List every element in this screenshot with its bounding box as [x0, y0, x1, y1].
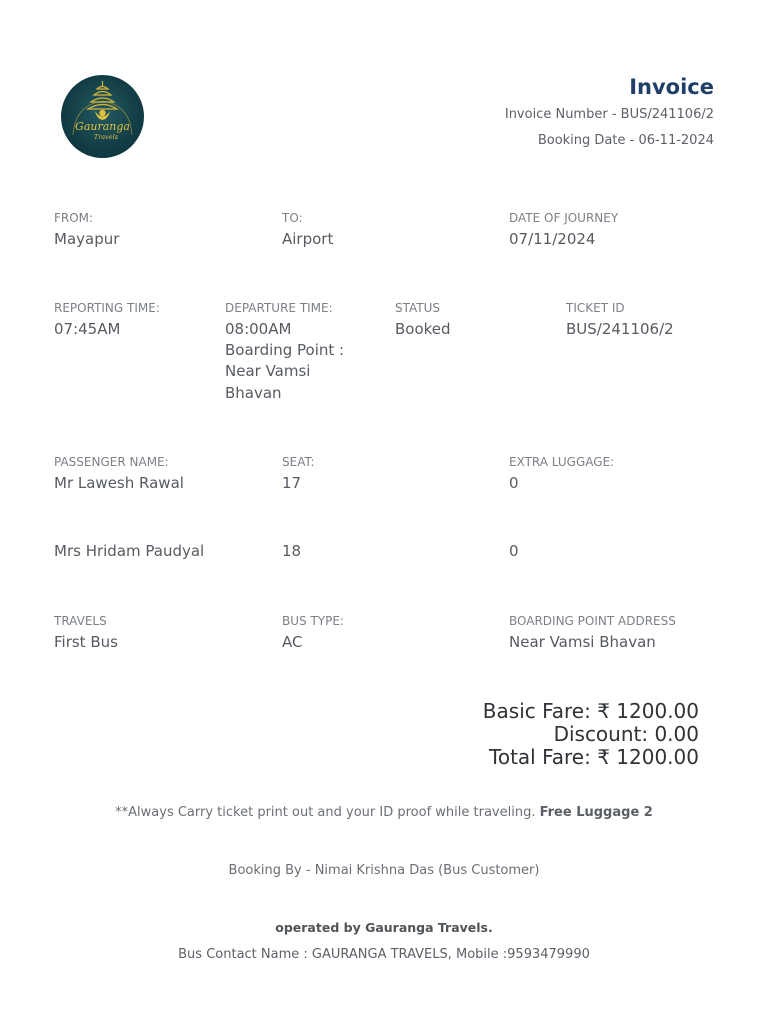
from-value: Mayapur	[54, 230, 120, 248]
bus-contact: Bus Contact Name : GAURANGA TRAVELS, Mobile :9593479990	[178, 947, 590, 962]
date-of-journey-value: 07/11/2024	[509, 230, 596, 248]
total-fare: Total Fare: ₹ 1200.00	[489, 745, 699, 769]
travels-value: First Bus	[54, 633, 118, 651]
reporting-time-label: REPORTING TIME:	[54, 301, 160, 315]
to-value: Airport	[282, 230, 334, 248]
svg-text:Travels: Travels	[93, 133, 119, 141]
temple-icon	[61, 75, 144, 158]
seat-label: SEAT:	[282, 455, 315, 469]
passenger-name-label: PASSENGER NAME:	[54, 455, 169, 469]
operated-by: operated by Gauranga Travels.	[275, 920, 493, 935]
departure-time-label: DEPARTURE TIME:	[225, 301, 333, 315]
invoice-number: Invoice Number - BUS/241106/2	[504, 107, 714, 122]
carry-ticket-text: **Always Carry ticket print out and your ID proof while traveling.	[115, 805, 536, 820]
passenger-luggage: 0	[509, 474, 519, 492]
extra-luggage-label: EXTRA LUGGAGE:	[509, 455, 615, 469]
date-of-journey-label: DATE OF JOURNEY	[509, 211, 619, 225]
carry-ticket-note	[0, 805, 768, 820]
passenger-luggage: 0	[509, 542, 519, 560]
passenger-seat: 18	[282, 542, 302, 560]
to-label: TO:	[282, 211, 303, 225]
gauranga-travels-logo	[61, 75, 144, 158]
passenger-name: Mrs Hridam Paudyal	[54, 542, 205, 560]
passenger-seat: 17	[282, 474, 302, 492]
free-luggage: Free Luggage 2	[539, 805, 653, 820]
departure-time-value: 08:00AM	[225, 320, 292, 338]
ticket-id-value: BUS/241106/2	[566, 320, 674, 338]
fare-summary	[483, 700, 699, 769]
travels-label: TRAVELS	[54, 614, 107, 628]
svg-text:Gauranga: Gauranga	[75, 120, 130, 133]
basic-fare: Basic Fare: ₹ 1200.00	[482, 699, 699, 723]
booking-date: Booking Date - 06-11-2024	[537, 133, 714, 148]
boarding-point-value-line2: Bhavan	[225, 384, 282, 402]
bus-type-label: BUS TYPE:	[282, 614, 344, 628]
boarding-address-value: Near Vamsi Bhavan	[509, 633, 656, 651]
boarding-point-label: Boarding Point :	[225, 341, 345, 359]
passenger-name: Mr Lawesh Rawal	[54, 474, 184, 492]
invoice-title: Invoice	[629, 75, 714, 99]
booking-by: Booking By - Nimai Krishna Das (Bus Customer)	[228, 863, 540, 878]
boarding-point-value-line1: Near Vamsi	[225, 362, 311, 380]
boarding-address-label: BOARDING POINT ADDRESS	[509, 614, 676, 628]
reporting-time-value: 07:45AM	[54, 320, 121, 338]
from-label: FROM:	[54, 211, 94, 225]
status-value: Booked	[395, 320, 451, 338]
bus-type-value: AC	[282, 633, 303, 651]
discount: Discount: 0.00	[553, 722, 699, 746]
ticket-id-label: TICKET ID	[566, 301, 625, 315]
status-label: STATUS	[395, 301, 441, 315]
